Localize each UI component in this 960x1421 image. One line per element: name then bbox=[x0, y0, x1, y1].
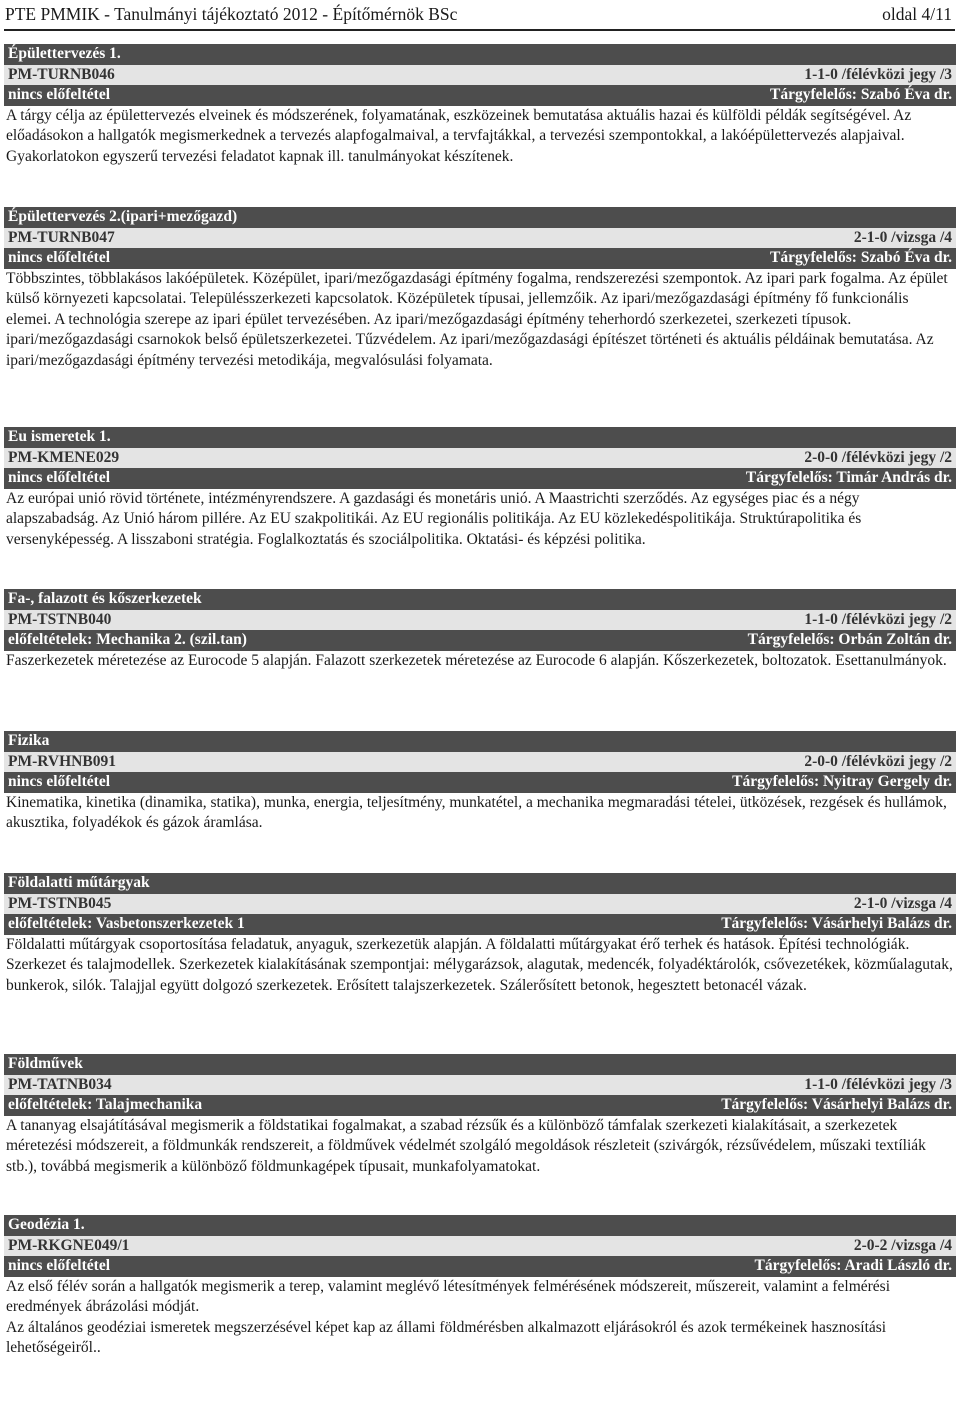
course-responsible: Tárgyfelelős: Vásárhelyi Balázs dr. bbox=[721, 1096, 952, 1113]
course-block bbox=[4, 44, 956, 167]
course-description-paragraph: Az általános geodéziai ismeretek megszerzésével képet kap az állami földmérésben alkalmazott eljárásokról és azok termékeinek hasznosítási lehetőségeiről.. bbox=[6, 1318, 887, 1356]
course-prereq-bar bbox=[4, 630, 956, 651]
course-title-bar bbox=[4, 589, 956, 610]
course-responsible: Tárgyfelelős: Timár András dr. bbox=[745, 469, 952, 486]
course-prereq: nincs előfeltétel bbox=[8, 773, 111, 790]
course-block bbox=[4, 873, 956, 996]
course-prereq-bar bbox=[4, 468, 956, 489]
course-block bbox=[4, 731, 956, 834]
course-description-paragraph: Földalatti műtárgyak csoportosítása feladatuk, anyaguk, szerkezetük alapján. A földalatti műtárgyakat érő terhek és hatások. Építési technológiák. Szerkezet és talajmodellek. Szerkezetek kialakításának szempontjai: mélygarázsok, alagutak, medencék, folyadéktárolók, csővezetékek, közműalagutak, bunkerok, silók. Talajjal együtt dolgozó szerkezetek. Erősített talajszerkezetek. Szálerősített betonok, hegesztett betonacél vázak. bbox=[6, 935, 953, 994]
course-description bbox=[4, 489, 956, 551]
course-code-bar bbox=[4, 1075, 956, 1096]
course-prereq: nincs előfeltétel bbox=[8, 1257, 111, 1274]
document-title: PTE PMMIK - Tanulmányi tájékoztató 2012 - Építőmérnök BSc bbox=[5, 3, 458, 24]
course-responsible: Tárgyfelelős: Orbán Zoltán dr. bbox=[747, 631, 952, 648]
course-title-bar bbox=[4, 207, 956, 228]
course-credits: 2-0-2 /vizsga /4 bbox=[853, 1236, 952, 1254]
course-description-paragraph: Többszintes, többlakásos lakóépületek. Középület, ipari/mezőgazdasági építmény fogalma, rendszerezési szempontok. Az ipari park fogalma. Az épület külső környezeti kapcsolatai. Településszerkezeti kapcsolatok. Középületek típusai, jellemzőik. Az ipari/mezőgazdasági építmény fő funkcionális elemei. A technológia szerepe az ipari épület tervezésében. Az ipari/mezőgazdasági építmény teherhordó szerkezetei, szerkezeti típusok. ipari/mezőgazdasági csarnokok belső épületszerkezetei. Tűzvédelem. Az ipari/mezőgazdasági építészet történeti és aktuális példáinak bemutatása. Az ipari/mezőgazdasági építmény tervezési metodikája, megvalósulási folyamata. bbox=[6, 269, 948, 369]
course-title: Fizika bbox=[8, 732, 50, 749]
course-prereq-bar bbox=[4, 772, 956, 793]
course-prereq: előfeltételek: Talajmechanika bbox=[8, 1096, 203, 1113]
course-prereq: nincs előfeltétel bbox=[8, 469, 111, 486]
course-credits: 1-1-0 /félévközi jegy /2 bbox=[804, 610, 952, 628]
course-block bbox=[4, 1054, 956, 1177]
course-code-bar bbox=[4, 610, 956, 631]
course-credits: 2-1-0 /vizsga /4 bbox=[853, 228, 952, 246]
course-prereq: nincs előfeltétel bbox=[8, 86, 111, 103]
course-description-paragraph: A tárgy célja az épülettervezés elveinek és módszerének, folyamatának, eszközeinek bemutatása aktuális hazai és külföldi példák segítségével. Az előadásokon a hallgatók megismerkednek a tervezés alapfogalmaival, a tervfajtákkal, a tervezési szempontokkal, a lakóépülettervezés alapjaival. Gyakorlatokon egyszerű tervezési feladatot kapnak ill. tanulmányokat készítenek. bbox=[6, 106, 912, 165]
course-credits: 2-1-0 /vizsga /4 bbox=[853, 894, 952, 912]
course-code: PM-RKGNE049/1 bbox=[8, 1236, 130, 1254]
course-code-bar bbox=[4, 228, 956, 249]
course-prereq-bar bbox=[4, 248, 956, 269]
course-block bbox=[4, 589, 956, 671]
course-description bbox=[4, 935, 956, 997]
course-prereq: előfeltételek: Vasbetonszerkezetek 1 bbox=[8, 915, 245, 932]
course-responsible: Tárgyfelelős: Aradi László dr. bbox=[754, 1257, 952, 1274]
course-description bbox=[4, 793, 956, 834]
header-divider bbox=[4, 29, 955, 31]
course-title-bar bbox=[4, 1054, 956, 1075]
course-code: PM-TURNB046 bbox=[8, 65, 115, 83]
course-block bbox=[4, 1215, 956, 1359]
course-prereq-bar bbox=[4, 914, 956, 935]
course-title-bar bbox=[4, 427, 956, 448]
course-code: PM-RVHNB091 bbox=[8, 752, 116, 770]
course-description-paragraph: Kinematika, kinetika (dinamika, statika), munka, energia, teljesítmény, munkatétel, a mechanika megmaradási tételei, ütközések, rezgések és hullámok, akusztika, folyadékok és gázok áramlása. bbox=[6, 793, 947, 831]
course-code: PM-TSTNB045 bbox=[8, 894, 112, 912]
course-title-bar bbox=[4, 731, 956, 752]
course-code: PM-KMENE029 bbox=[8, 448, 120, 466]
course-credits: 1-1-0 /félévközi jegy /3 bbox=[804, 1075, 952, 1093]
course-block bbox=[4, 207, 956, 371]
course-code: PM-TURNB047 bbox=[8, 228, 115, 246]
course-title: Földművek bbox=[8, 1055, 83, 1072]
course-responsible: Tárgyfelelős: Szabó Éva dr. bbox=[770, 86, 952, 103]
course-description-paragraph: Faszerkezetek méretezése az Eurocode 5 alapján. Falazott szerkezetek méretezése az Eurocode 6 alapján. Kőszerkezetek, boltozatok. Esettanulmányok. bbox=[6, 651, 947, 669]
course-responsible: Tárgyfelelős: Vásárhelyi Balázs dr. bbox=[721, 915, 952, 932]
course-responsible: Tárgyfelelős: Szabó Éva dr. bbox=[770, 249, 952, 266]
course-prereq-bar bbox=[4, 85, 956, 106]
course-block bbox=[4, 427, 956, 550]
course-code: PM-TSTNB040 bbox=[8, 610, 112, 628]
course-title: Geodézia 1. bbox=[8, 1216, 85, 1233]
course-prereq-bar bbox=[4, 1256, 956, 1277]
course-description bbox=[4, 1116, 956, 1178]
course-title: Földalatti műtárgyak bbox=[8, 874, 150, 891]
course-credits: 1-1-0 /félévközi jegy /3 bbox=[804, 65, 952, 83]
course-prereq: nincs előfeltétel bbox=[8, 249, 111, 266]
course-description-paragraph: Az európai unió rövid története, intézményrendszere. A gazdasági és monetáris unió. A Maastrichti szerződés. Az egységes piac és a négy alapszabadság. Az Unió három pillére. Az EU szakpolitikái. Az EU regionális politikája. Az EU közlekedéspolitikája. Struktúrapolitika és versenyképesség. A lisszaboni stratégia. Foglalkoztatás és szociálpolitika. Oktatási- és képzési politika. bbox=[6, 489, 862, 548]
page-number: oldal 4/11 bbox=[882, 3, 952, 24]
course-description bbox=[4, 1277, 956, 1359]
course-credits: 2-0-0 /félévközi jegy /2 bbox=[804, 448, 952, 466]
course-code-bar bbox=[4, 752, 956, 773]
course-code-bar bbox=[4, 448, 956, 469]
course-credits: 2-0-0 /félévközi jegy /2 bbox=[804, 752, 952, 770]
course-description bbox=[4, 651, 956, 672]
course-title-bar bbox=[4, 873, 956, 894]
course-title: Épülettervezés 2.(ipari+mezőgazd) bbox=[8, 208, 238, 225]
course-code-bar bbox=[4, 894, 956, 915]
page-header bbox=[5, 2, 952, 26]
course-code-bar bbox=[4, 1236, 956, 1257]
course-code: PM-TATNB034 bbox=[8, 1075, 112, 1093]
course-title: Fa-, falazott és kőszerkezetek bbox=[8, 590, 202, 607]
course-title-bar bbox=[4, 1215, 956, 1236]
course-description bbox=[4, 106, 956, 168]
course-responsible: Tárgyfelelős: Nyitray Gergely dr. bbox=[732, 773, 952, 790]
course-description-paragraph: Az első félév során a hallgatók megismerik a terep, valamint meglévő létesítmények felmérésének módszereit, műszereit, valamint a felmérési eredmények ábrázolási módját. bbox=[6, 1277, 891, 1315]
course-prereq: előfeltételek: Mechanika 2. (szil.tan) bbox=[8, 631, 247, 648]
course-prereq-bar bbox=[4, 1095, 956, 1116]
course-title: Épülettervezés 1. bbox=[8, 45, 121, 62]
course-title-bar bbox=[4, 44, 956, 65]
course-description-paragraph: A tananyag elsajátításával megismerik a földstatikai fogalmakat, a szabad rézsűk és a különböző támfalak szerkezeti kialakításait, a szerkezetek méretezési módszereit, a földmunkák rendszereit, a földművek védelmét szolgáló megoldások részleteit (szivárgók, rézsűvédelem, műszaki textíliák stb.), továbbá megismerik a különböző földmunkagépek típusait, munkafolyamatokat. bbox=[6, 1116, 926, 1175]
course-code-bar bbox=[4, 65, 956, 86]
course-description bbox=[4, 269, 956, 372]
course-title: Eu ismeretek 1. bbox=[8, 428, 111, 445]
